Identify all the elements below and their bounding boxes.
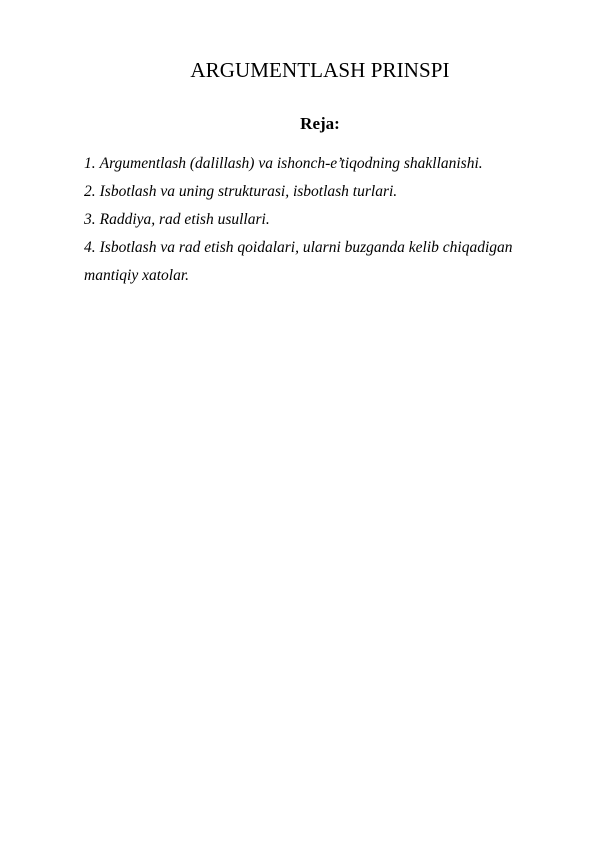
plan-item: [84, 234, 544, 290]
plan-item-text: Argumentlash (dalillash) va ishonch-e’tiqodning shakllanishi.: [99, 155, 483, 172]
plan-item-number: 4.: [84, 239, 96, 256]
plan-item: [84, 206, 544, 234]
plan-item-text: Isbotlash va rad etish qoidalari, ularni buzganda kelib chiqadigan mantiqiy xatolar.: [84, 239, 513, 284]
plan-item-number: 3.: [84, 211, 96, 228]
plan-item-number: 2.: [84, 183, 96, 200]
plan-item: [84, 150, 544, 178]
plan-item: [84, 178, 544, 206]
plan-item-text: Isbotlash va uning strukturasi, isbotlash turlari.: [99, 183, 398, 200]
document-title: ARGUMENTLASH PRINSPI: [190, 58, 450, 82]
plan-item-text: Raddiya, rad etish usullari.: [99, 211, 270, 228]
plan-heading: Reja:: [300, 114, 340, 133]
plan-item-number: 1.: [84, 155, 96, 172]
plan-list: [84, 150, 544, 290]
